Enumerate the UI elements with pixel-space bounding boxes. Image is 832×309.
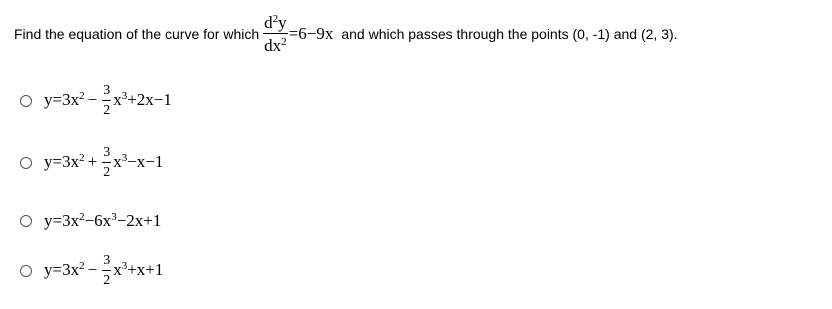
option-term-exponent: 3 bbox=[121, 89, 128, 102]
derivative-rhs: =6−9x bbox=[288, 24, 334, 43]
radio-button[interactable] bbox=[20, 215, 32, 227]
option-lead-term: y=3x bbox=[44, 89, 80, 109]
option-fraction bbox=[102, 254, 111, 288]
radio-button[interactable] bbox=[20, 265, 32, 277]
radio-button[interactable] bbox=[20, 157, 32, 169]
option-term-exponent: 3 bbox=[121, 259, 128, 272]
option-tail: +2x−1 bbox=[127, 89, 172, 109]
option-term: x bbox=[113, 89, 122, 109]
option-lead-exponent: 2 bbox=[79, 259, 85, 272]
option-operator: − bbox=[87, 259, 98, 279]
option-expression bbox=[44, 254, 163, 288]
numerator-exponent: 2 bbox=[272, 13, 279, 25]
fraction-numerator: 3 bbox=[102, 254, 111, 271]
fraction-denominator: 2 bbox=[103, 103, 111, 118]
option-lead-exponent: 2 bbox=[79, 151, 85, 164]
answer-option-4[interactable] bbox=[20, 254, 163, 288]
option-tail: −x−1 bbox=[127, 151, 164, 171]
denominator-exponent: 2 bbox=[281, 36, 287, 48]
option-term-exponent: 3 bbox=[121, 151, 128, 164]
question-text-before: Find the equation of the curve for which bbox=[14, 26, 260, 42]
radio-button[interactable] bbox=[20, 95, 32, 107]
option-middle-term: −6x bbox=[84, 211, 112, 230]
option-expression bbox=[44, 211, 161, 231]
question-stem bbox=[14, 8, 678, 60]
option-tail: +x+1 bbox=[127, 259, 164, 279]
second-derivative-fraction bbox=[263, 14, 288, 54]
option-fraction bbox=[102, 84, 111, 118]
question-text-after: and which passes through the points (0, -1) and (2, 3). bbox=[341, 26, 678, 42]
numerator-d: d bbox=[264, 13, 273, 32]
option-term: x bbox=[113, 151, 122, 171]
option-lead-term: y=3x bbox=[44, 259, 80, 279]
option-lead-term: y=3x bbox=[44, 151, 80, 171]
option-expression bbox=[44, 146, 163, 180]
answer-option-1[interactable] bbox=[20, 84, 172, 118]
fraction-denominator: 2 bbox=[103, 165, 111, 180]
option-tail: −2x+1 bbox=[116, 211, 162, 230]
option-operator: + bbox=[87, 151, 98, 171]
option-lead-exponent: 2 bbox=[79, 89, 85, 102]
derivative-numerator bbox=[263, 14, 288, 34]
fraction-denominator: 2 bbox=[103, 273, 111, 288]
option-middle-exponent: 3 bbox=[111, 211, 117, 223]
option-operator: − bbox=[87, 89, 98, 109]
denominator-dx: dx bbox=[264, 36, 282, 55]
answer-option-3[interactable] bbox=[20, 211, 161, 231]
fraction-numerator: 3 bbox=[102, 146, 111, 163]
derivative-denominator bbox=[263, 34, 288, 54]
option-fraction bbox=[102, 146, 111, 180]
option-lead-exponent: 2 bbox=[79, 211, 85, 223]
option-term: x bbox=[113, 259, 122, 279]
option-expression bbox=[44, 84, 172, 118]
fraction-numerator: 3 bbox=[102, 84, 111, 101]
numerator-variable: y bbox=[278, 13, 287, 32]
option-lead-term: y=3x bbox=[44, 211, 80, 230]
answer-option-2[interactable] bbox=[20, 146, 163, 180]
